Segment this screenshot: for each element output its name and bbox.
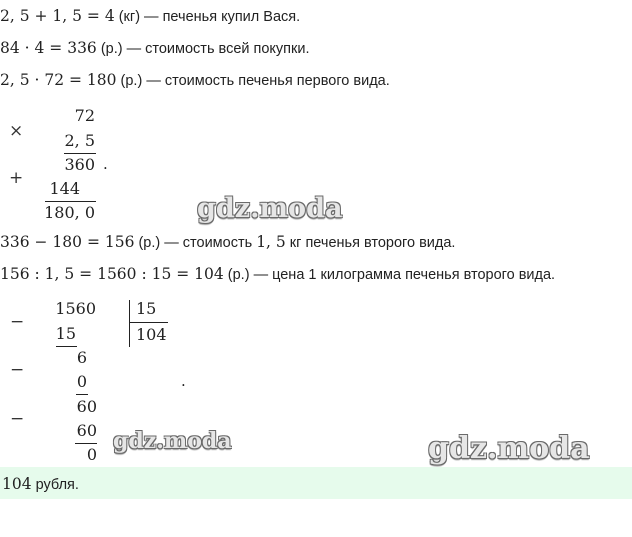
factor-1: 72	[74, 106, 95, 125]
subtrahend-3: 60	[76, 421, 97, 440]
math-expression: 84 · 4 = 336	[0, 39, 97, 57]
quotient-line	[130, 322, 168, 323]
minus-sign: −	[10, 312, 25, 332]
line-text: кг печенья второго вида.	[285, 235, 456, 251]
math-expression: 2, 5 · 72 = 180	[0, 71, 117, 89]
quotient: 104	[136, 325, 167, 344]
watermark: gdz.moda	[113, 428, 232, 454]
factor-2: 2, 5	[64, 131, 95, 150]
line-text: (р.) — стоимость всей покупки.	[96, 41, 310, 57]
solution-line-3	[0, 70, 390, 91]
solution-line-5	[0, 264, 555, 285]
math-expression: 336 − 180 = 156	[0, 233, 135, 251]
math-expression: 156 : 1, 5 = 1560 : 15 = 104	[0, 265, 224, 283]
end-dot: .	[181, 372, 186, 390]
subtrahend-2: 0	[76, 372, 87, 391]
plus-sign: +	[9, 168, 24, 188]
minus-sign: −	[10, 409, 25, 429]
multiply-sign: ×	[9, 121, 24, 141]
watermark: gdz.moda	[197, 193, 343, 224]
dividend: 1560	[55, 299, 96, 318]
line-text: (р.) — стоимость печенья первого вида.	[116, 73, 390, 89]
partial-product-1: 360	[64, 155, 95, 174]
product-result: 180, 0	[44, 203, 95, 222]
sum-line	[45, 201, 96, 202]
answer-text: рубля.	[31, 477, 79, 493]
final-remainder: 0	[86, 445, 97, 464]
sub-line-2	[76, 394, 88, 395]
line-text: (р.) — стоимость	[134, 235, 257, 251]
answer-number: 104	[2, 475, 32, 493]
multiply-line	[64, 153, 96, 154]
sub-line-3	[75, 443, 97, 444]
math-expression: 1, 5	[256, 233, 286, 251]
partial-product-2: 144	[49, 179, 80, 198]
remainder-2: 60	[76, 397, 97, 416]
division-bar	[129, 300, 130, 347]
solution-line-4	[0, 232, 455, 253]
line-text: (р.) — цена 1 килограмма печенья второго вида.	[223, 267, 556, 283]
line-text: (кг) — печенья купил Вася.	[114, 9, 301, 25]
math-expression: 2, 5 + 1, 5 = 4	[0, 7, 115, 25]
end-dot: .	[103, 155, 108, 173]
solution-line-2	[0, 38, 310, 59]
remainder-1: 6	[76, 348, 87, 367]
answer-line	[2, 474, 79, 495]
sub-line-1	[56, 346, 77, 347]
subtrahend-1: 15	[55, 324, 76, 343]
solution-line-1	[0, 6, 300, 27]
answer-band	[0, 467, 632, 499]
watermark: gdz.moda	[428, 431, 590, 466]
minus-sign: −	[10, 360, 25, 380]
divisor: 15	[136, 299, 157, 318]
